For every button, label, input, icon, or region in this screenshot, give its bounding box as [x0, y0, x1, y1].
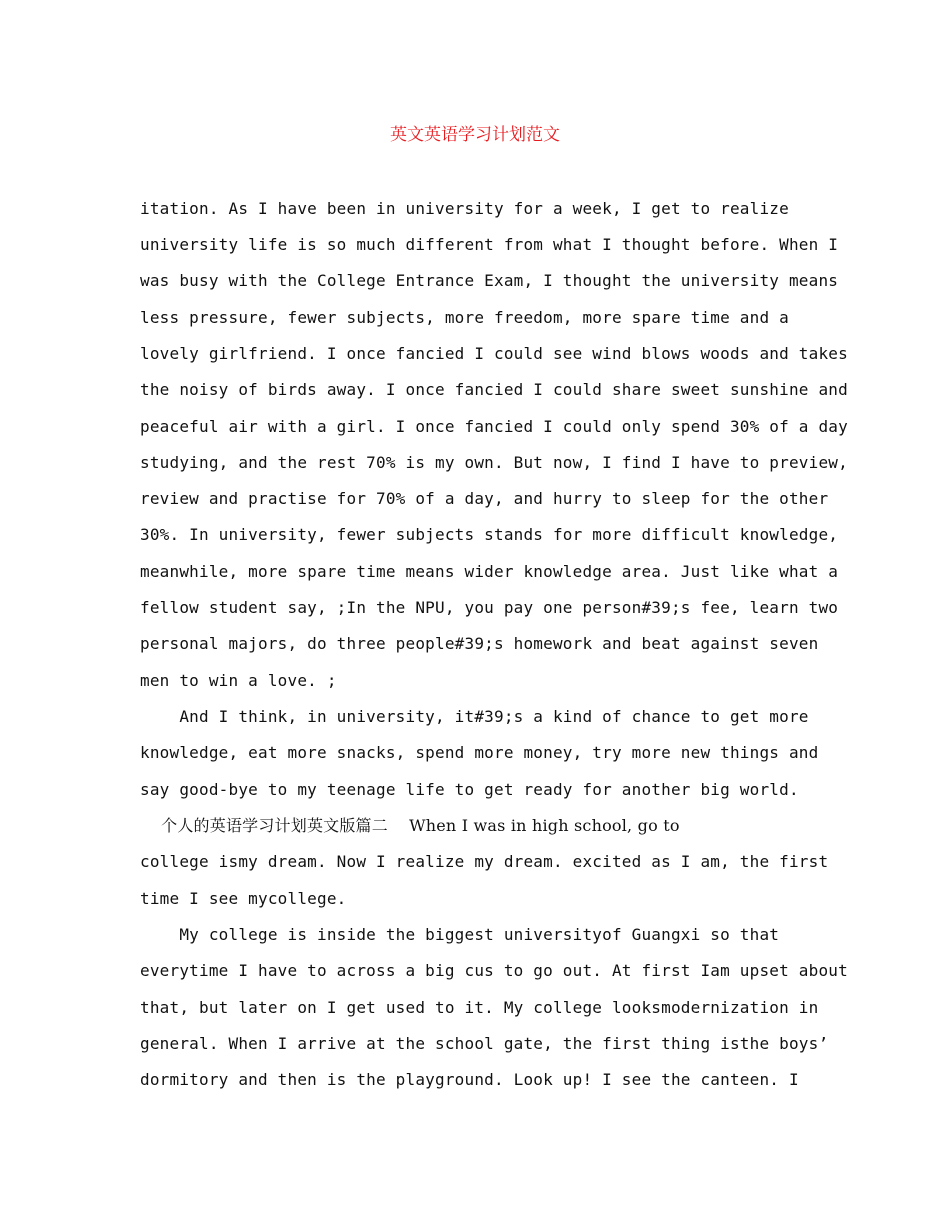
section-heading-line: 个人的英语学习计划英文版篇二 When I was in high school, go to — [140, 816, 680, 835]
body-line: review and practise for 70% of a day, and hurry to sleep for the other — [140, 489, 829, 508]
body-line: And I think, in university, it#39;s a kind of chance to get more — [140, 707, 809, 726]
body-line: itation. As I have been in university for a week, I get to realize — [140, 199, 789, 218]
body-line: that, but later on I get used to it. My college looksmodernization in — [140, 998, 819, 1017]
body-line: lovely girlfriend. I once fancied I could see wind blows woods and takes — [140, 344, 848, 363]
body-line: meanwhile, more spare time means wider knowledge area. Just like what a — [140, 562, 839, 581]
body-line: the noisy of birds away. I once fancied I could share sweet sunshine and — [140, 380, 848, 399]
body-line: peaceful air with a girl. I once fancied I could only spend 30% of a day — [140, 417, 848, 436]
body-line: was busy with the College Entrance Exam, I thought the university means — [140, 271, 839, 290]
body-line: everytime I have to across a big cus to go out. At first Iam upset about — [140, 961, 848, 980]
body-line: college ismy dream. Now I realize my dream. excited as I am, the first — [140, 852, 829, 871]
body-line: knowledge, eat more snacks, spend more money, try more new things and — [140, 743, 819, 762]
body-line: men to win a love. ; — [140, 671, 337, 690]
body-line: say good-bye to my teenage life to get ready for another big world. — [140, 780, 799, 799]
body-line: time I see mycollege. — [140, 889, 347, 908]
body-line: studying, and the rest 70% is my own. But now, I find I have to preview, — [140, 453, 848, 472]
body-line: general. When I arrive at the school gate, the first thing isthe boys’ — [140, 1034, 829, 1053]
document-title: 英文英语学习计划范文 — [390, 125, 560, 145]
body-line: 30%. In university, fewer subjects stands for more difficult knowledge, — [140, 525, 839, 544]
body-line: fellow student say, ;In the NPU, you pay one person#39;s fee, learn two — [140, 598, 839, 617]
body-line: less pressure, fewer subjects, more freedom, more spare time and a — [140, 308, 789, 327]
body-line: dormitory and then is the playground. Look up! I see the canteen. I — [140, 1070, 799, 1089]
body-line: My college is inside the biggest universityof Guangxi so that — [140, 925, 780, 944]
body-line: university life is so much different from what I thought before. When I — [140, 235, 839, 254]
body-line: personal majors, do three people#39;s homework and beat against seven — [140, 634, 819, 653]
